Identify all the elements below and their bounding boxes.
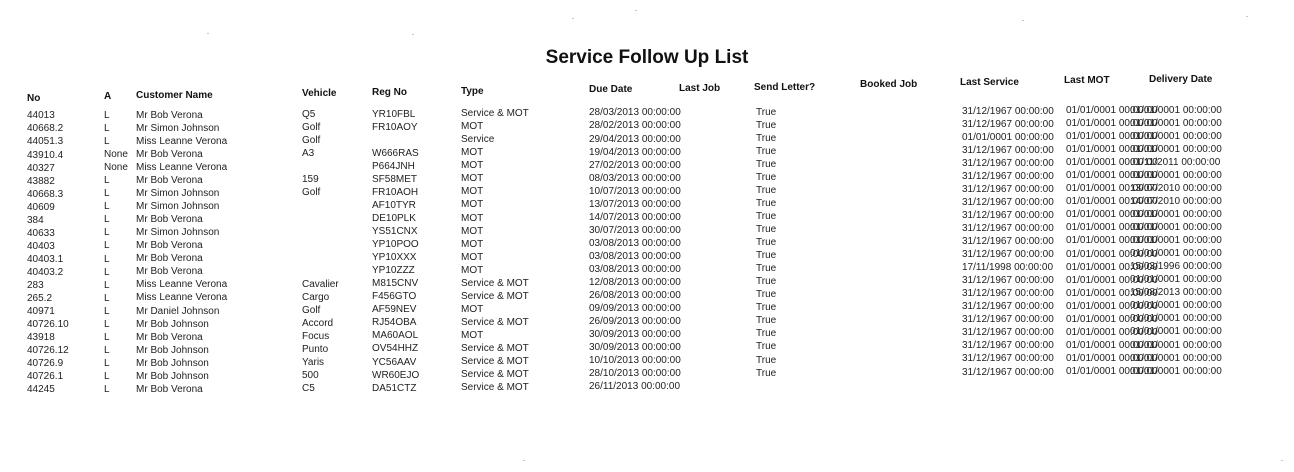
cell-due-date: 26/08/2013 00:00:00 <box>589 290 681 302</box>
cell-reg-no: OV54HHZ <box>372 343 419 355</box>
cell-due-date: 08/03/2013 00:00:00 <box>589 172 681 184</box>
header-last-mot: Last MOT <box>1064 75 1110 86</box>
cell-vehicle: Accord <box>302 317 334 329</box>
cell-send-letter: True <box>756 354 777 366</box>
cell-no: 40726.9 <box>27 358 64 370</box>
header-send-letter: Send Letter? <box>754 82 816 93</box>
cell-send-letter: True <box>756 367 777 379</box>
cell-a: L <box>104 240 110 252</box>
cell-last-service: 31/12/1967 00:00:00 <box>962 105 1054 117</box>
header-a: A <box>104 91 112 102</box>
cell-reg-no: YR10FBL <box>372 108 416 120</box>
cell-a: L <box>104 331 110 343</box>
cell-a: L <box>104 292 110 304</box>
header-due-date: Due Date <box>589 84 633 95</box>
cell-no: 283 <box>27 280 44 292</box>
cell-last-service: 31/12/1967 00:00:00 <box>962 366 1054 378</box>
cell-a: L <box>104 253 110 265</box>
cell-last-mot: 01/01/0001 00:00:00 <box>1066 209 1158 221</box>
cell-customer: Mr Bob Johnson <box>136 318 209 330</box>
cell-due-date: 26/11/2013 00:00:00 <box>589 381 681 393</box>
cell-due-date: 28/02/2013 00:00:00 <box>589 120 681 132</box>
cell-no: 40403.2 <box>27 266 64 278</box>
cell-due-date: 30/09/2013 00:00:00 <box>589 329 681 341</box>
cell-reg-no: FR10AOH <box>372 186 419 198</box>
header-booked-job: Booked Job <box>860 79 918 90</box>
cell-last-mot: 01/01/0001 00:00:00 <box>1066 235 1158 247</box>
cell-last-service: 31/12/1967 00:00:00 <box>962 196 1054 208</box>
cell-last-mot: 01/01/0001 00:00:00 <box>1066 196 1158 208</box>
cell-reg-no: DE10PLK <box>372 212 416 224</box>
cell-send-letter: True <box>756 132 777 144</box>
cell-type: MOT <box>461 251 484 263</box>
cell-no: 43918 <box>27 332 55 344</box>
cell-a: L <box>104 357 110 369</box>
cell-last-service: 31/12/1967 00:00:00 <box>962 353 1054 365</box>
cell-reg-no: RJ54OBA <box>372 317 417 329</box>
cell-send-letter: True <box>756 145 777 157</box>
cell-type: Service & MOT <box>461 316 529 328</box>
cell-send-letter: True <box>756 210 777 222</box>
cell-reg-no: YP10POO <box>372 239 419 251</box>
cell-a: L <box>104 318 110 330</box>
cell-vehicle: Golf <box>302 187 321 199</box>
cell-due-date: 29/04/2013 00:00:00 <box>589 133 681 145</box>
cell-type: MOT <box>461 303 484 315</box>
cell-last-mot: 01/01/0001 00:00:00 <box>1066 170 1158 182</box>
cell-no: 384 <box>27 214 44 226</box>
cell-send-letter: True <box>756 276 777 288</box>
cell-due-date: 27/02/2013 00:00:00 <box>589 159 681 171</box>
cell-vehicle: Cargo <box>302 291 330 303</box>
cell-vehicle: 500 <box>302 369 319 381</box>
cell-reg-no: WR60EJO <box>372 369 420 381</box>
cell-delivery-date: 13/07/2010 00:00:00 <box>1130 182 1222 194</box>
cell-a: L <box>104 370 110 382</box>
cell-reg-no: MA60AOL <box>372 330 419 342</box>
cell-vehicle: Q5 <box>302 108 316 120</box>
cell-reg-no: FR10AOY <box>372 121 418 133</box>
cell-type: MOT <box>461 212 484 224</box>
header-customer: Customer Name <box>136 90 213 101</box>
cell-reg-no: M815CNV <box>372 278 419 290</box>
cell-send-letter: True <box>756 158 777 170</box>
cell-last-mot: 01/01/0001 00:00:00 <box>1066 118 1158 130</box>
cell-due-date: 03/08/2013 00:00:00 <box>589 237 681 249</box>
cell-reg-no: F456GTO <box>372 291 417 303</box>
cell-type: Service & MOT <box>461 277 529 289</box>
cell-last-mot: 01/01/0001 00:00:00 <box>1066 313 1158 325</box>
cell-last-mot: 01/01/0001 00:00:00 <box>1066 261 1158 273</box>
cell-no: 265.2 <box>27 293 53 305</box>
header-last-job: Last Job <box>679 83 721 94</box>
cell-a: L <box>104 266 110 278</box>
cell-due-date: 28/10/2013 00:00:00 <box>589 368 681 380</box>
cell-type: Service <box>461 134 495 146</box>
cell-type: MOT <box>461 160 484 172</box>
cell-type: MOT <box>461 186 484 198</box>
cell-customer: Mr Bob Verona <box>136 214 203 226</box>
cell-type: Service & MOT <box>461 343 529 354</box>
cell-a: L <box>104 201 110 213</box>
scan-speck <box>1246 16 1248 17</box>
cell-last-service: 31/12/1967 00:00:00 <box>962 157 1054 169</box>
cell-send-letter: True <box>756 224 777 236</box>
cell-last-mot: 01/01/0001 00:00:00 <box>1066 365 1158 377</box>
cell-send-letter: True <box>756 171 777 183</box>
cell-due-date: 19/04/2013 00:00:00 <box>589 146 681 158</box>
scan-speck <box>1281 460 1283 461</box>
cell-type: MOT <box>461 173 484 185</box>
cell-delivery-date: 01/01/0001 00:00:00 <box>1130 117 1222 129</box>
cell-vehicle: Golf <box>302 121 321 133</box>
cell-type: Service & MOT <box>461 290 529 302</box>
cell-no: 44245 <box>27 384 55 396</box>
header-type: Type <box>461 86 484 97</box>
cell-no: 40668.2 <box>27 123 64 135</box>
cell-due-date: 26/09/2013 00:00:00 <box>589 316 681 328</box>
cell-delivery-date: 01/11/2011 00:00:00 <box>1130 156 1221 168</box>
cell-customer: Miss Leanne Verona <box>136 161 228 173</box>
cell-delivery-date: 01/01/0001 00:00:00 <box>1130 274 1222 286</box>
cell-last-service: 31/12/1967 00:00:00 <box>962 301 1054 313</box>
cell-vehicle: Punto <box>302 343 329 355</box>
page-title: Service Follow Up List <box>545 47 749 68</box>
cell-delivery-date: 01/01/0001 00:00:00 <box>1130 104 1222 116</box>
table-row <box>0 381 1294 398</box>
cell-due-date: 09/09/2013 00:00:00 <box>589 303 681 315</box>
cell-delivery-date: 01/01/0001 00:00:00 <box>1130 130 1222 142</box>
cell-delivery-date: 01/01/0001 00:00:00 <box>1130 235 1222 247</box>
cell-last-service: 31/12/1967 00:00:00 <box>962 314 1054 326</box>
scan-speck <box>572 18 574 19</box>
cell-delivery-date: 01/01/0001 00:00:00 <box>1130 352 1222 364</box>
cell-no: 40403 <box>27 240 55 252</box>
cell-delivery-date: 01/01/0001 00:00:00 <box>1130 339 1222 351</box>
cell-no: 40327 <box>27 162 55 174</box>
cell-no: 40726.1 <box>27 371 64 383</box>
cell-delivery-date: 01/01/0001 00:00:00 <box>1130 300 1222 312</box>
header-vehicle: Vehicle <box>302 88 337 99</box>
cell-type: MOT <box>461 264 484 276</box>
cell-no: 44013 <box>27 110 55 122</box>
cell-reg-no: P664JNH <box>372 160 415 172</box>
cell-customer: Miss Leanne Verona <box>136 135 228 147</box>
cell-send-letter: True <box>756 341 777 353</box>
cell-type: MOT <box>461 199 484 211</box>
cell-reg-no: YC56AAV <box>372 356 417 368</box>
cell-a: None <box>104 162 128 174</box>
cell-no: 40633 <box>27 227 55 239</box>
cell-a: L <box>104 305 110 317</box>
cell-vehicle: A3 <box>302 148 315 160</box>
cell-last-service: 31/12/1967 00:00:00 <box>962 275 1054 287</box>
cell-a: L <box>104 344 110 356</box>
cell-type: MOT <box>461 329 484 341</box>
cell-due-date: 03/08/2013 00:00:00 <box>589 264 681 276</box>
cell-a: L <box>104 136 110 148</box>
cell-a: L <box>104 123 110 135</box>
cell-a: L <box>104 279 110 291</box>
cell-delivery-date: 01/01/0001 00:00:00 <box>1130 326 1222 338</box>
cell-send-letter: True <box>756 289 777 301</box>
cell-last-mot: 01/01/0001 00:00:00 <box>1066 183 1158 195</box>
cell-no: 40726.10 <box>27 319 69 331</box>
cell-last-service: 01/01/0001 00:00:00 <box>962 131 1054 143</box>
cell-reg-no: AF59NEV <box>372 304 417 316</box>
scan-speck <box>207 33 209 34</box>
cell-a: None <box>104 149 128 161</box>
cell-customer: Mr Bob Verona <box>136 253 203 265</box>
cell-last-service: 31/12/1967 00:00:00 <box>962 183 1054 195</box>
cell-last-mot: 01/01/0001 00:00:00 <box>1066 300 1158 312</box>
cell-no: 40609 <box>27 201 55 213</box>
cell-last-mot: 01/01/0001 00:00:00 <box>1066 352 1158 364</box>
cell-due-date: 10/07/2013 00:00:00 <box>589 185 681 197</box>
cell-last-service: 31/12/1967 00:00:00 <box>962 340 1054 352</box>
cell-customer: Mr Bob Verona <box>136 331 203 343</box>
cell-last-service: 31/12/1967 00:00:00 <box>962 249 1054 261</box>
cell-type: MOT <box>461 225 484 237</box>
cell-a: L <box>104 214 110 226</box>
cell-a: L <box>104 109 110 121</box>
cell-reg-no: YP10XXX <box>372 252 417 264</box>
cell-last-service: 31/12/1967 00:00:00 <box>962 288 1054 300</box>
cell-due-date: 14/07/2013 00:00:00 <box>589 211 681 223</box>
cell-last-mot: 01/01/0001 00:00:00 <box>1066 144 1158 156</box>
cell-send-letter: True <box>756 263 777 275</box>
scan-speck <box>523 460 525 461</box>
cell-send-letter: True <box>756 328 777 340</box>
cell-delivery-date: 01/01/0001 00:00:00 <box>1130 365 1222 377</box>
scan-speck <box>412 34 414 35</box>
cell-no: 40668.3 <box>27 188 64 200</box>
cell-vehicle: Yaris <box>302 356 325 368</box>
cell-no: 40726.12 <box>27 345 69 357</box>
cell-last-mot: 01/01/0001 00:00:00 <box>1066 131 1158 143</box>
cell-a: L <box>104 175 110 187</box>
cell-customer: Mr Bob Verona <box>136 383 203 395</box>
cell-last-service: 31/12/1967 00:00:00 <box>962 144 1054 156</box>
cell-a: L <box>104 227 110 239</box>
cell-last-mot: 01/01/0001 00:00:00 <box>1066 222 1158 234</box>
cell-vehicle: Cavalier <box>302 278 339 290</box>
cell-customer: Mr Simon Johnson <box>136 122 220 134</box>
cell-customer: Mr Bob Johnson <box>136 370 209 382</box>
header-reg-no: Reg No <box>372 87 407 98</box>
cell-delivery-date: 01/01/0001 00:00:00 <box>1130 248 1222 260</box>
cell-due-date: 03/08/2013 00:00:00 <box>589 250 681 262</box>
cell-type: Service & MOT <box>461 356 529 368</box>
cell-last-service: 31/12/1967 00:00:00 <box>962 236 1054 247</box>
cell-delivery-date: 01/01/0001 00:00:00 <box>1130 209 1222 221</box>
cell-send-letter: True <box>756 106 777 118</box>
cell-due-date: 10/10/2013 00:00:00 <box>589 355 681 367</box>
header-no: No <box>27 93 41 104</box>
cell-last-mot: 01/01/0001 00:00:00 <box>1066 339 1158 351</box>
cell-last-mot: 01/01/0001 00:00:00 <box>1066 287 1158 299</box>
cell-last-service: 17/11/1998 00:00:00 <box>962 262 1054 274</box>
cell-vehicle: Focus <box>302 330 330 342</box>
cell-reg-no: W666RAS <box>372 147 419 159</box>
cell-delivery-date: 01/01/0001 00:00:00 <box>1130 222 1222 234</box>
cell-last-mot: 01/01/0001 00:00:00 <box>1066 157 1158 169</box>
cell-last-mot: 01/01/0001 00:00:00 <box>1066 248 1158 260</box>
cell-delivery-date: 14/07/2010 00:00:00 <box>1130 195 1222 207</box>
cell-delivery-date: 01/01/0001 00:00:00 <box>1130 169 1222 181</box>
cell-delivery-date: 01/01/0001 00:00:00 <box>1130 313 1222 325</box>
cell-send-letter: True <box>756 302 777 314</box>
cell-type: Service & MOT <box>461 382 529 394</box>
cell-customer: Mr Bob Johnson <box>136 357 209 369</box>
cell-send-letter: True <box>756 119 777 131</box>
cell-type: Service & MOT <box>461 369 529 381</box>
cell-delivery-date: 15/08/2013 00:00:00 <box>1130 287 1222 299</box>
cell-customer: Mr Bob Verona <box>136 148 203 160</box>
cell-reg-no: YP10ZZZ <box>372 265 415 277</box>
cell-last-service: 31/12/1967 00:00:00 <box>962 327 1054 339</box>
cell-last-mot: 01/01/0001 00:00:00 <box>1066 326 1158 338</box>
cell-due-date: 12/08/2013 00:00:00 <box>589 277 681 289</box>
cell-send-letter: True <box>756 250 777 262</box>
cell-customer: Mr Simon Johnson <box>136 201 220 213</box>
cell-send-letter: True <box>756 237 777 249</box>
scan-speck <box>635 10 637 11</box>
cell-a: L <box>104 188 110 200</box>
cell-reg-no: SF58MET <box>372 173 418 185</box>
cell-reg-no: DA51CTZ <box>372 382 417 394</box>
cell-customer: Mr Bob Verona <box>136 240 203 252</box>
cell-last-mot: 01/01/0001 00:00:00 <box>1066 274 1158 286</box>
cell-customer: Mr Bob Verona <box>136 175 203 187</box>
cell-no: 40971 <box>27 306 55 318</box>
cell-vehicle: Golf <box>302 304 321 316</box>
cell-a: L <box>104 384 110 396</box>
cell-customer: Mr Daniel Johnson <box>136 305 220 317</box>
cell-customer: Mr Simon Johnson <box>136 227 220 239</box>
cell-vehicle: Golf <box>302 135 321 147</box>
cell-no: 44051.3 <box>27 136 64 148</box>
cell-delivery-date: 15/03/1996 00:00:00 <box>1130 261 1222 273</box>
cell-no: 43882 <box>27 175 55 187</box>
cell-customer: Mr Bob Verona <box>136 109 203 121</box>
cell-type: MOT <box>461 147 484 159</box>
cell-delivery-date: 01/01/0001 00:00:00 <box>1130 143 1222 155</box>
cell-last-service: 31/12/1967 00:00:00 <box>962 170 1054 182</box>
cell-type: Service & MOT <box>461 108 529 120</box>
cell-customer: Miss Leanne Verona <box>136 279 228 291</box>
cell-send-letter: True <box>756 315 777 327</box>
cell-vehicle: C5 <box>302 382 315 394</box>
cell-customer: Mr Bob Johnson <box>136 344 209 356</box>
header-delivery-date: Delivery Date <box>1149 74 1213 85</box>
scan-speck <box>1022 20 1024 21</box>
cell-last-mot: 01/01/0001 00:00:00 <box>1066 104 1158 116</box>
cell-customer: Mr Simon Johnson <box>136 188 220 200</box>
cell-reg-no: AF10TYR <box>372 199 416 211</box>
cell-due-date: 28/03/2013 00:00:00 <box>589 107 681 119</box>
cell-last-service: 31/12/1967 00:00:00 <box>962 222 1054 234</box>
cell-customer: Mr Bob Verona <box>136 266 203 278</box>
cell-last-service: 31/12/1967 00:00:00 <box>962 118 1054 130</box>
cell-reg-no: YS51CNX <box>372 226 418 238</box>
cell-customer: Miss Leanne Verona <box>136 292 228 304</box>
cell-last-service: 31/12/1967 00:00:00 <box>962 209 1054 221</box>
cell-vehicle: 159 <box>302 174 319 186</box>
cell-type: MOT <box>461 121 484 133</box>
cell-no: 43910.4 <box>27 149 64 161</box>
cell-send-letter: True <box>756 197 777 209</box>
cell-due-date: 13/07/2013 00:00:00 <box>589 198 681 210</box>
cell-due-date: 30/07/2013 00:00:00 <box>589 224 681 236</box>
header-last-service: Last Service <box>960 77 1019 88</box>
cell-send-letter: True <box>756 184 777 196</box>
cell-no: 40403.1 <box>27 253 64 265</box>
cell-due-date: 30/09/2013 00:00:00 <box>589 342 681 354</box>
cell-type: MOT <box>461 238 484 250</box>
